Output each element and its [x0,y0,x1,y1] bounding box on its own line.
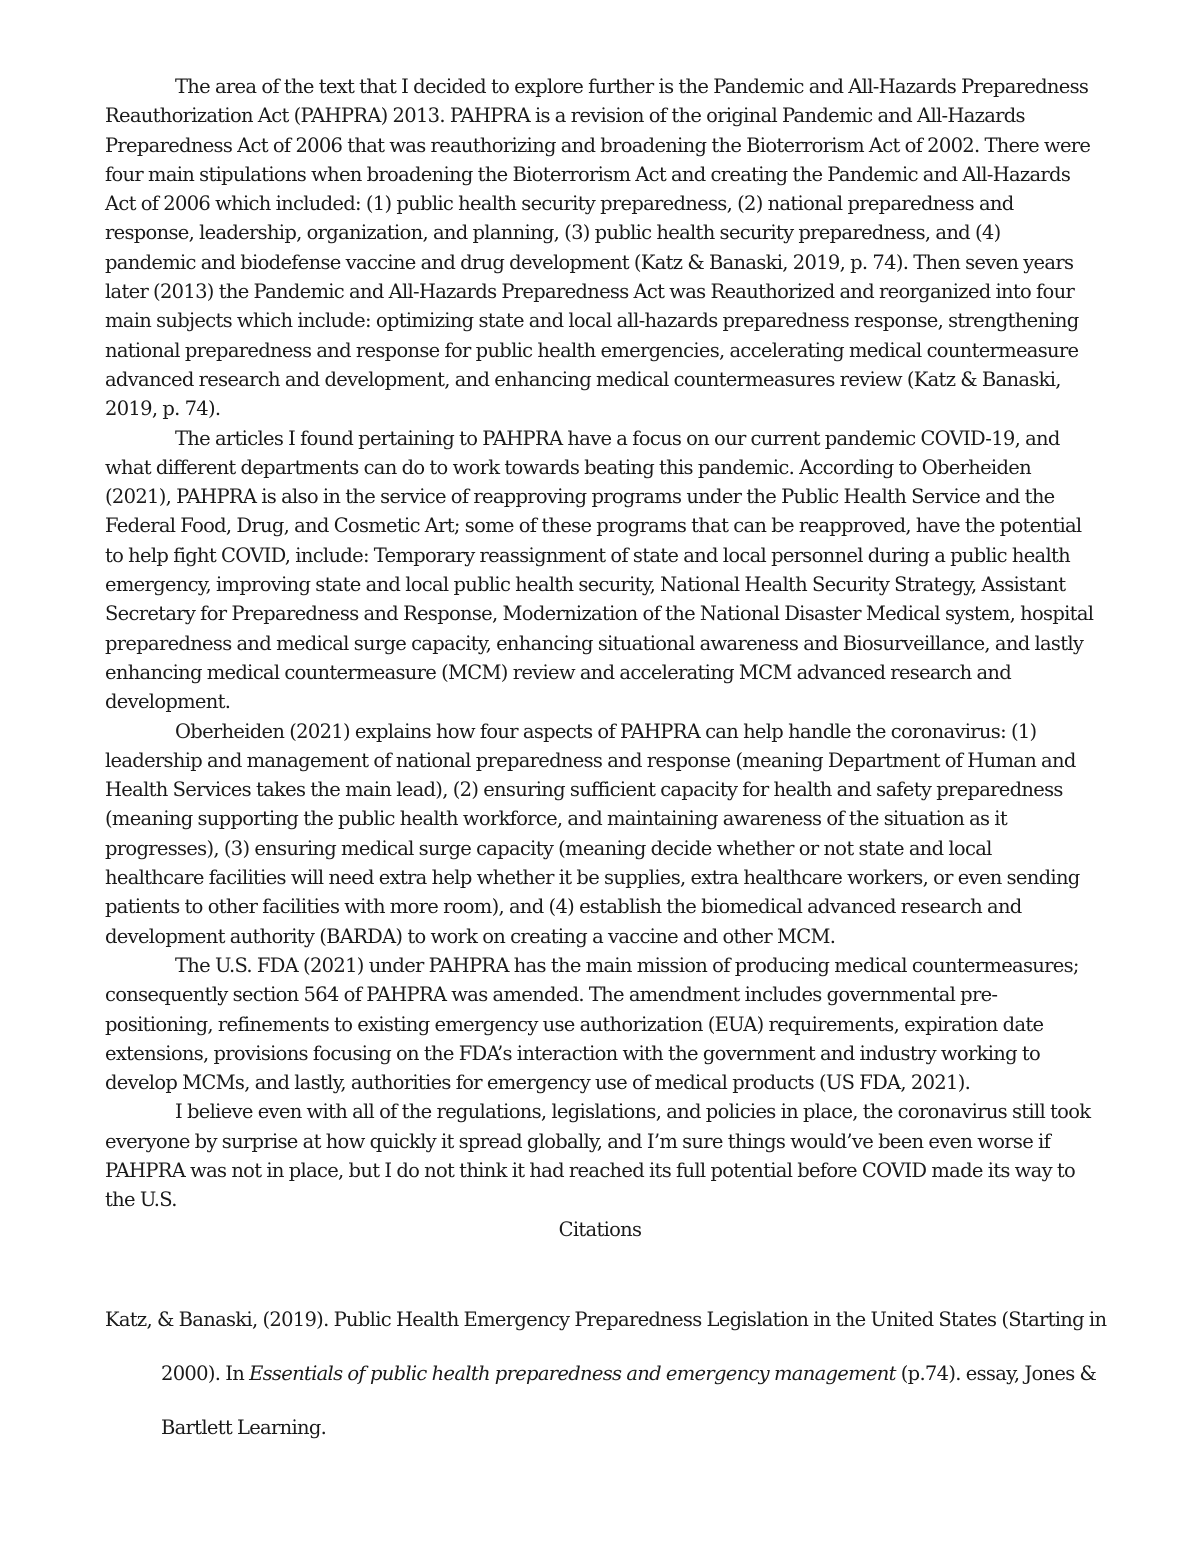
citations-heading: Citations [558,1217,642,1241]
citation-text-before: Katz, & Banaski, (2019). Public Health Emergency Preparedness Legislation in the United States (Starting in 2000). In [105,1308,1107,1385]
paragraph-pahpra-overview: The area of the text that I decided to explore further is the Pandemic and All-Hazards Preparedness Reauthorization Act (PAHPRA) 2013. PAHPRA is a revision of the original Pandemic and All-Hazards Preparedness Act of 2006 that was reauthorizing and broadening the Bioterrorism Act of 2002. There were four main stipulations when broadening the Bioterrorism Act and creating the Pandemic and All-Hazards Act of 2006 which included: (1) public health security preparedness, (2) national preparedness and response, leadership, organization, and planning, (3) public health security preparedness, and (4) pandemic and biodefense vaccine and drug development (Katz & Banaski, 2019, p. 74). Then seven years later (2013) the Pandemic and All-Hazards Preparedness Act was Reauthorized and reorganized into four main subjects which include: optimizing state and local all-hazards preparedness response, strengthening national preparedness and response for public health emergencies, accelerating medical countermeasure advanced research and development, and enhancing medical countermeasures review (Katz & Banaski, 2019, p. 74). [105,75,1091,421]
paragraph-four-aspects: Oberheiden (2021) explains how four aspects of PAHPRA can help handle the coronavirus: (1) leadership and management of national preparedness and response (meaning Department of Human and Health Services takes the main lead), (2) ensuring sufficient capacity for health and safety preparedness (meaning supporting the public health workforce, and maintaining awareness of the situation as it progresses), (3) ensuring medical surge capacity (meaning decide whether or not state and local healthcare facilities will need extra help whether it be supplies, extra healthcare workers, or even sending patients to other facilities with more room), and (4) establish the biomedical advanced research and development authority (BARDA) to work on creating a vaccine and other MCM. [105,719,1080,948]
citation-book-title: Essentials of public health preparedness and emergency management [249,1362,896,1385]
paragraph-conclusion: I believe even with all of the regulations, legislations, and policies in place, the coronavirus still took everyone by surprise at how quickly it spread globally, and I’m sure things would’ve been even worse if PAHPRA was not in place, but I do not think it had reached its full potential before COVID made its way to the U.S. [105,1100,1091,1212]
paragraph-fda-mission: The U.S. FDA (2021) under PAHPRA has the main mission of producing medical countermeasures; consequently section 564 of PAHPRA was amended. The amendment includes governmental pre-positioning, refinements to existing emergency use authorization (EUA) requirements, expiration date extensions, provisions focusing on the FDA’s interaction with the government and industry working to develop MCMs, and lastly, authorities for emergency use of medical products (US FDA, 2021). [105,953,1079,1095]
essay-body [105,72,1095,1244]
paragraph-articles-covid: The articles I found pertaining to PAHPRA have a focus on our current pandemic COVID-19, and what different departments can do to work towards beating this pandemic. According to Oberheiden (2021), PAHPRA is also in the service of reapproving programs under the Public Health Service and the Federal Food, Drug, and Cosmetic Art; some of these programs that can be reapproved, have the potential to help fight COVID, include: Temporary reassignment of state and local personnel during a public health emergency, improving state and local public health security, National Health Security Strategy, Assistant Secretary for Preparedness and Response, Modernization of the National Disaster Medical system, hospital preparedness and medical surge capacity, enhancing situational awareness and Biosurveillance, and lastly enhancing medical countermeasure (MCM) review and accelerating MCM advanced research and development. [105,426,1094,714]
citation-entry [105,1293,1151,1455]
citation-text-after: (p.74). essay, Jones & Bartlett Learning. [161,1362,1097,1439]
